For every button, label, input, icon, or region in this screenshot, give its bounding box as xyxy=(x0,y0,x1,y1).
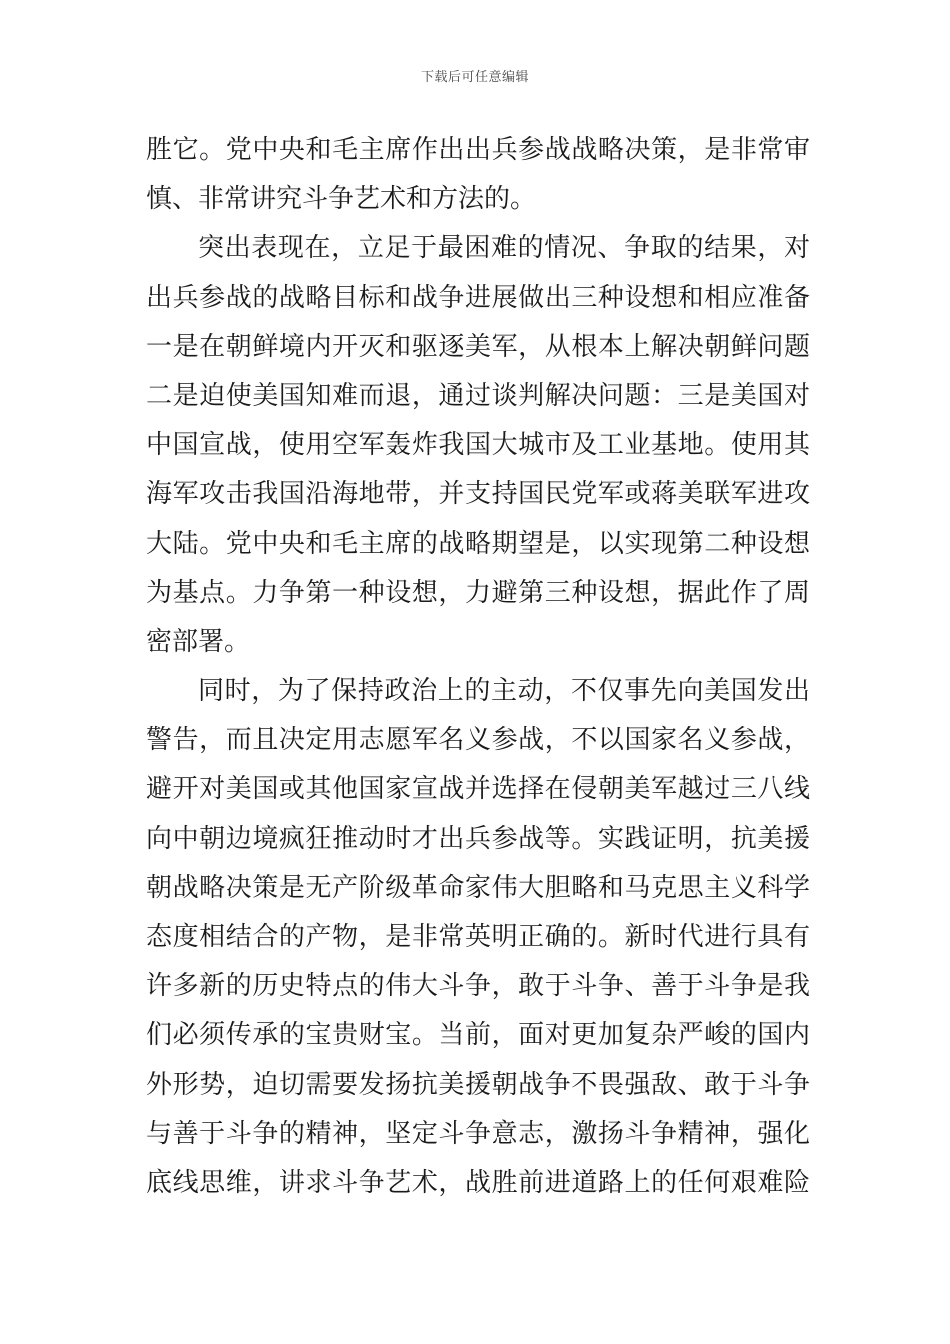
text-line: 外形势，迫切需要发扬抗美援朝战争不畏强敌、敢于斗争 xyxy=(146,1069,810,1100)
text-line: 一是在朝鲜境内开灭和驱逐美军，从根本上解决朝鲜问题 xyxy=(146,331,810,362)
text-line: 许多新的历史特点的伟大斗争，敢于斗争、善于斗争是我 xyxy=(146,971,810,1002)
text-line: 海军攻击我国沿海地带，并支持国民党军或蒋美联军进攻 xyxy=(146,479,810,510)
text-line: 底线思维，讲求斗争艺术，战胜前进道路上的任何艰难险 xyxy=(146,1167,810,1198)
text-line: 向中朝边境疯狂推动时才出兵参战等。实践证明，抗美援 xyxy=(146,823,810,854)
text-line: 大陆。党中央和毛主席的战略期望是，以实现第二种设想 xyxy=(146,528,810,559)
text-line: 态度相结合的产物，是非常英明正确的。新时代进行具有 xyxy=(146,922,810,952)
text-line: 同时，为了保持政治上的主动，不仅事先向美国发出 xyxy=(198,676,810,707)
text-line: 警告，而且决定用志愿军名义参战，不以国家名义参战， xyxy=(146,725,810,756)
text-line: 避开对美国或其他国家宣战并选择在侵朝美军越过三八线 xyxy=(146,774,810,805)
text-line: 为基点。力争第一种设想，力避第三种设想，据此作了周 xyxy=(146,577,810,608)
text-line: 突出表现在，立足于最困难的情况、争取的结果，对 xyxy=(198,233,810,264)
text-line: 中国宣战，使用空军轰炸我国大城市及工业基地。使用其 xyxy=(146,430,810,461)
text-line: 出兵参战的战略目标和战争进展做出三种设想和相应准备 xyxy=(146,282,810,313)
text-line: 慎、非常讲究斗争艺术和方法的。 xyxy=(146,184,537,215)
text-line: 朝战略决策是无产阶级革命家伟大胆略和马克思主义科学 xyxy=(146,872,810,903)
text-line: 二是迫使美国知难而退，通过谈判解决问题：三是美国对 xyxy=(146,380,810,411)
text-line: 与善于斗争的精神，坚定斗争意志，激扬斗争精神，强化 xyxy=(146,1118,810,1149)
text-line: 密部署。 xyxy=(146,626,251,657)
text-line: 胜它。党中央和毛主席作出出兵参战战略决策，是非常审 xyxy=(146,135,810,165)
page-header-note: 下载后可任意编辑 xyxy=(420,70,529,85)
document-body xyxy=(146,126,810,1208)
text-line: 们必须传承的宝贵财宝。当前，面对更加复杂严峻的国内 xyxy=(146,1020,810,1051)
